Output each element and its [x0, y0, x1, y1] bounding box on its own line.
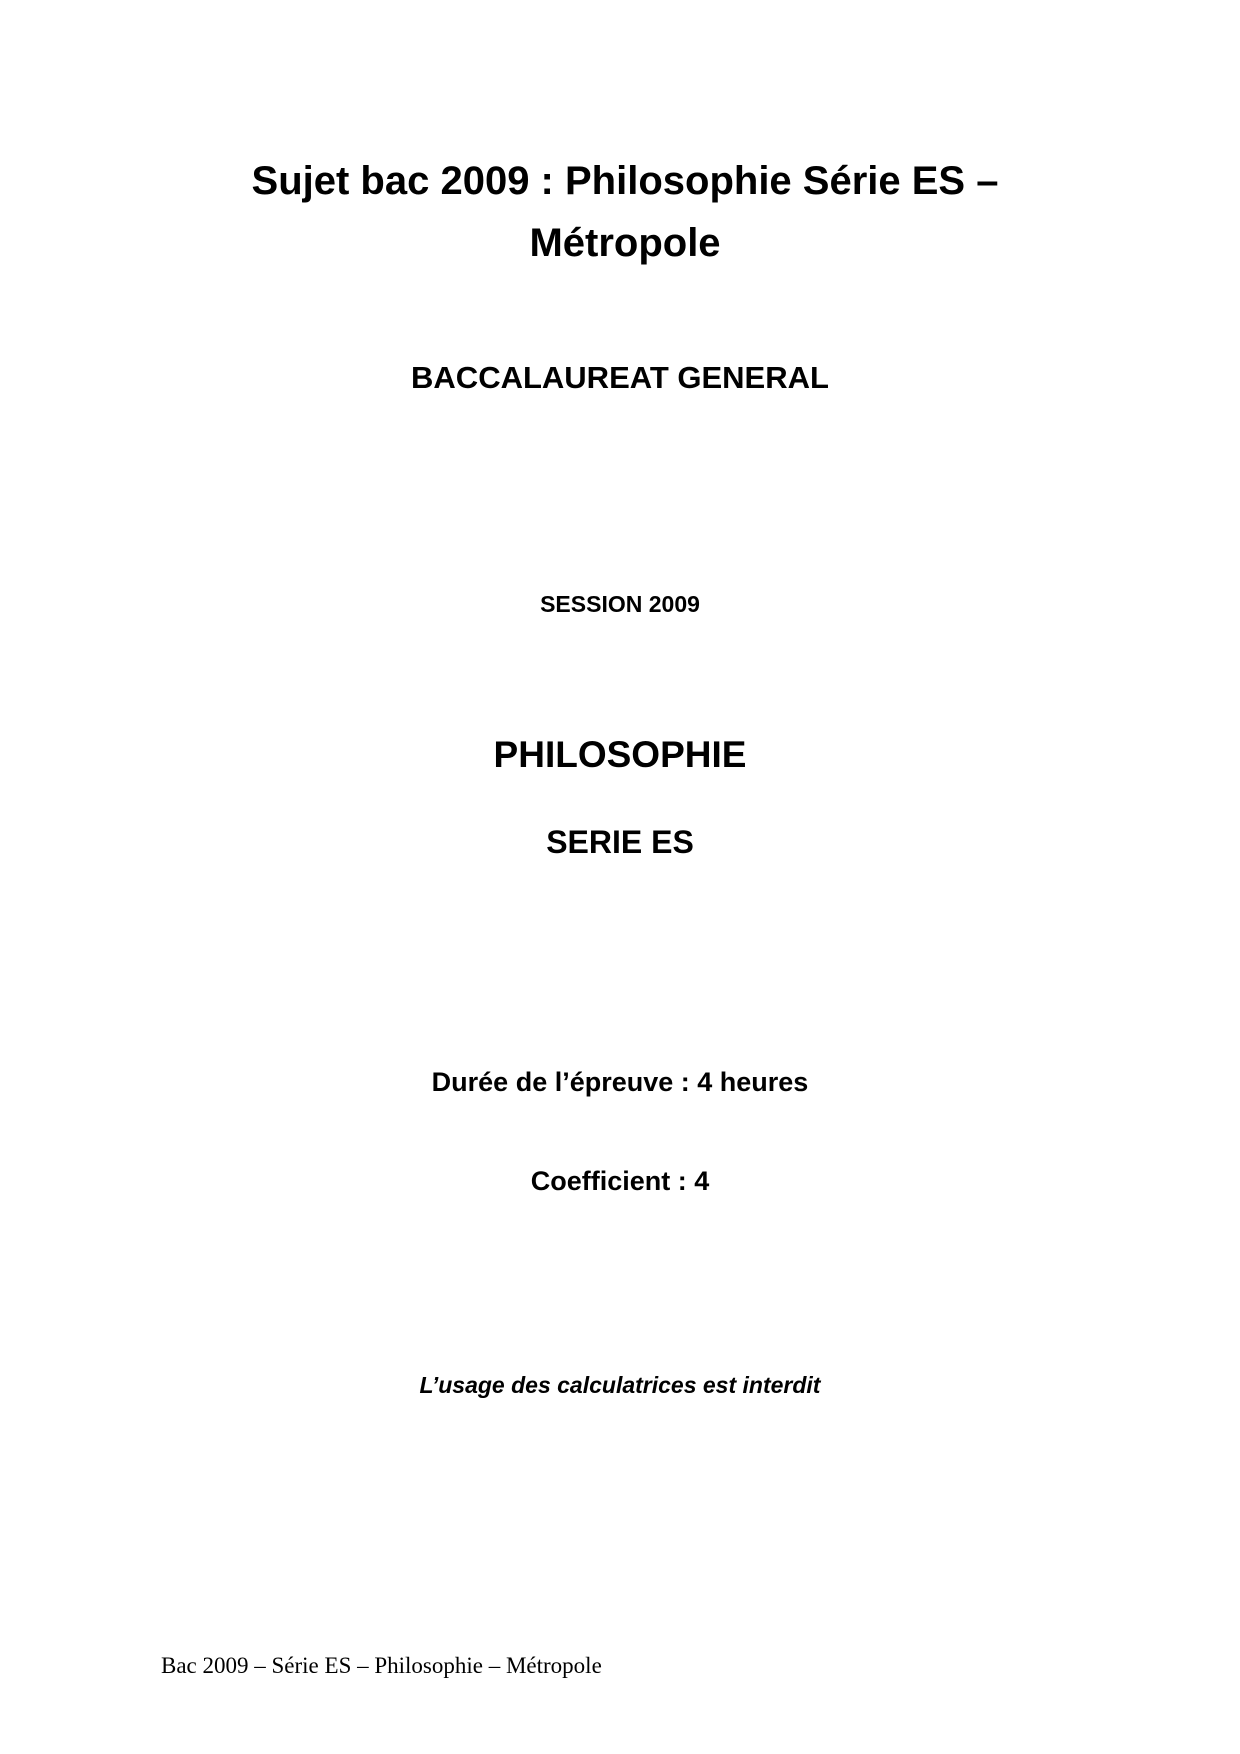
page-title-line-2: Métropole	[529, 221, 721, 265]
calculator-notice: L’usage des calculatrices est interdit	[419, 1372, 821, 1398]
subject-heading: PHILOSOPHIE	[493, 734, 747, 775]
session-label: SESSION 2009	[540, 591, 700, 617]
page-title-line-1: Sujet bac 2009 : Philosophie Série ES –	[251, 159, 999, 203]
exam-coefficient: Coefficient : 4	[530, 1166, 710, 1196]
serie-label: SERIE ES	[546, 824, 694, 860]
exam-duration: Durée de l’épreuve : 4 heures	[431, 1067, 809, 1097]
page-footer: Bac 2009 – Série ES – Philosophie – Métropole	[161, 1653, 602, 1678]
page-title	[0, 150, 1240, 274]
exam-name: BACCALAUREAT GENERAL	[411, 360, 829, 395]
